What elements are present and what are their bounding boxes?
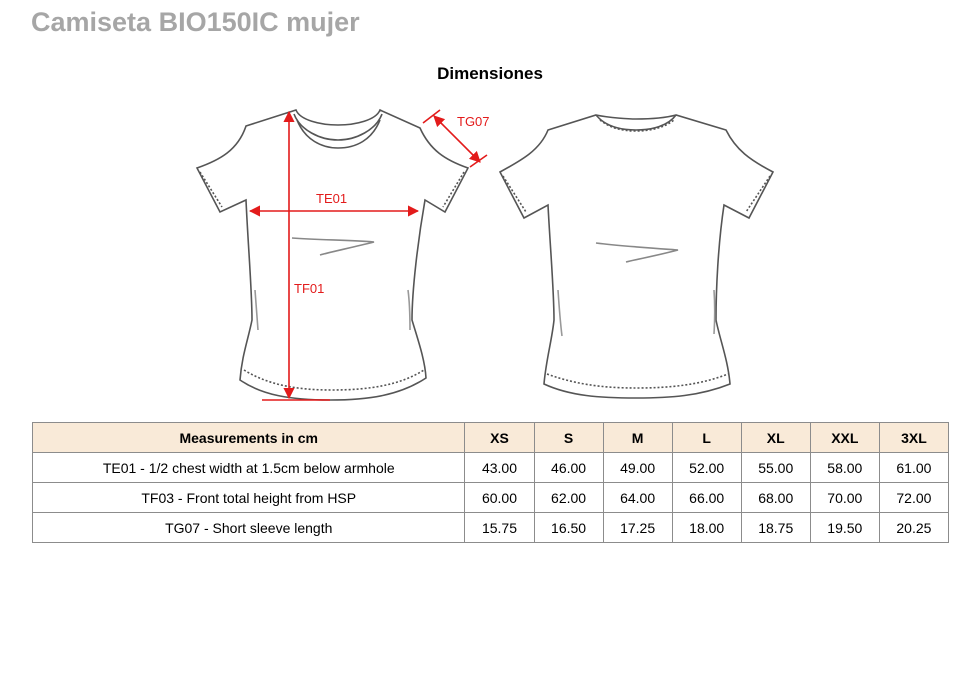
table-cell: 64.00 xyxy=(603,483,672,513)
table-row xyxy=(33,483,949,513)
table-cell: 18.75 xyxy=(741,513,810,543)
tshirt-diagram xyxy=(180,100,800,410)
row-label: TF03 - Front total height from HSP xyxy=(33,483,465,513)
table-cell: 20.25 xyxy=(879,513,948,543)
table-cell: 55.00 xyxy=(741,453,810,483)
size-header-xl: XL xyxy=(741,423,810,453)
size-table-header-row xyxy=(33,423,949,453)
table-row xyxy=(33,513,949,543)
table-cell: 46.00 xyxy=(534,453,603,483)
height-label: TF01 xyxy=(294,281,325,296)
size-header-xs: XS xyxy=(465,423,534,453)
size-header-3xl: 3XL xyxy=(879,423,948,453)
table-cell: 61.00 xyxy=(879,453,948,483)
page-title: Camiseta BIO150IC mujer xyxy=(31,7,360,37)
row-label: TE01 - 1/2 chest width at 1.5cm below armhole xyxy=(33,453,465,483)
table-cell: 49.00 xyxy=(603,453,672,483)
table-cell: 60.00 xyxy=(465,483,534,513)
section-title: Dimensiones xyxy=(437,64,543,83)
table-cell: 72.00 xyxy=(879,483,948,513)
size-table xyxy=(32,422,949,543)
table-cell: 18.00 xyxy=(672,513,741,543)
row-label: TG07 - Short sleeve length xyxy=(33,513,465,543)
measurement-lines xyxy=(250,110,487,400)
front-shirt-outline xyxy=(197,110,468,400)
table-cell: 17.25 xyxy=(603,513,672,543)
table-cell: 43.00 xyxy=(465,453,534,483)
size-header-l: L xyxy=(672,423,741,453)
measurements-header: Measurements in cm xyxy=(33,423,465,453)
table-cell: 19.50 xyxy=(810,513,879,543)
table-cell: 16.50 xyxy=(534,513,603,543)
back-shirt-outline xyxy=(500,115,773,398)
table-cell: 68.00 xyxy=(741,483,810,513)
table-row xyxy=(33,453,949,483)
size-header-xxl: XXL xyxy=(810,423,879,453)
size-header-m: M xyxy=(603,423,672,453)
table-cell: 66.00 xyxy=(672,483,741,513)
sleeve-label: TG07 xyxy=(457,114,490,129)
table-cell: 62.00 xyxy=(534,483,603,513)
table-cell: 52.00 xyxy=(672,453,741,483)
table-cell: 58.00 xyxy=(810,453,879,483)
table-cell: 70.00 xyxy=(810,483,879,513)
size-header-s: S xyxy=(534,423,603,453)
table-cell: 15.75 xyxy=(465,513,534,543)
chest-label: TE01 xyxy=(316,191,348,206)
